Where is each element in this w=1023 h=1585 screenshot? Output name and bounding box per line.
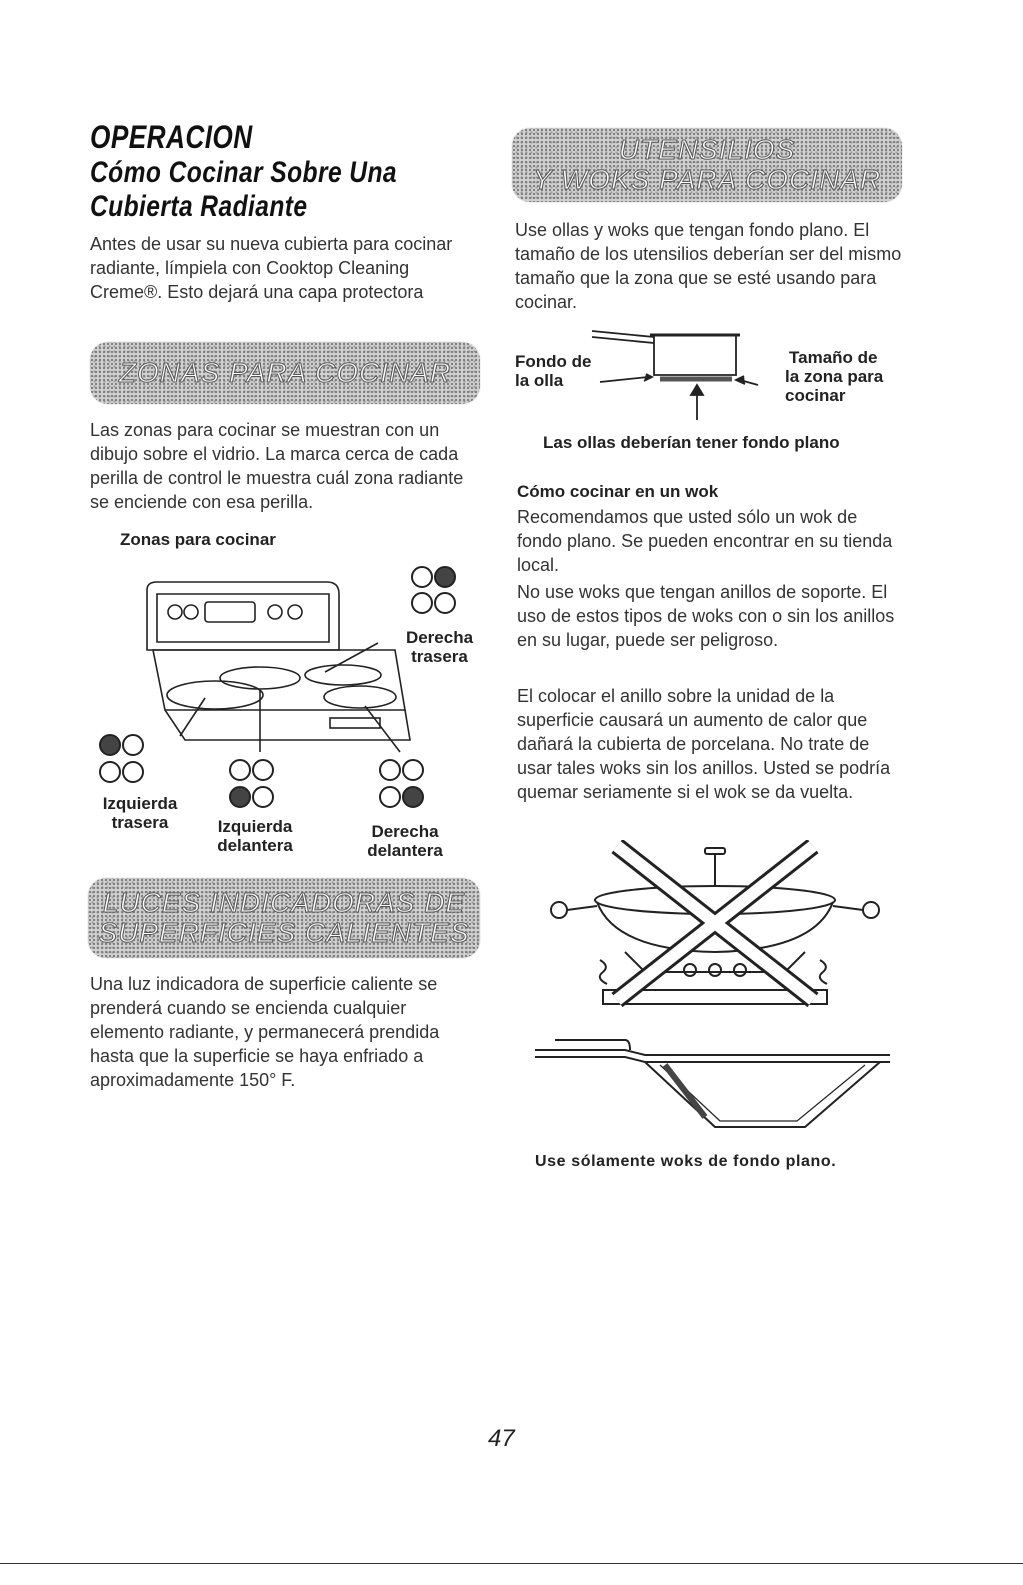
bottom-rule <box>0 1563 1023 1564</box>
label-right-front-line-1: Derecha <box>371 822 439 841</box>
hot-surface-banner-line-1: LUCES INDICADORAS DE <box>102 887 466 918</box>
pot-label-bottom-line-2: la olla <box>515 371 564 390</box>
knob-marker-left-rear <box>95 730 155 788</box>
label-left-front-line-1: Izquierda <box>217 817 293 836</box>
zones-caption: Zonas para cocinar <box>120 530 276 549</box>
page-number: 47 <box>488 1425 515 1452</box>
intro-paragraph: Antes de usar su nueva cubierta para cocinar radiante, límpiela con Cooktop Cleaning Creme®. Esto dejará una capa protectora <box>90 234 453 302</box>
pot-illustration <box>590 325 770 420</box>
pot-label-zone-line-3: cocinar <box>785 386 846 405</box>
knob-marker-right-rear <box>405 563 465 619</box>
label-left-rear-line-1: Izquierda <box>102 794 178 813</box>
hot-surface-paragraph: Una luz indicadora de superficie caliente se prenderá cuando se encienda cualquier elemento radiante, y permanecerá prendida hasta que la superficie se haya enfriado a aproximadamente 150° F. <box>90 974 440 1090</box>
hot-surface-banner-line-2: SUPERFICIES CALIENTES <box>98 917 470 948</box>
pot-label-bottom <box>515 352 591 390</box>
label-right-rear <box>392 628 487 666</box>
wok-caption: Use sólamente woks de fondo plano. <box>535 1153 837 1170</box>
label-right-front <box>350 822 460 860</box>
utensils-paragraph: Use ollas y woks que tengan fondo plano. El tamaño de los utensilios deberían ser del mismo tamaño que la zona que se esté usando para cocinar. <box>515 220 902 312</box>
label-left-front-line-2: delantera <box>217 836 293 855</box>
pot-label-zone-line-2: la zona para <box>785 367 884 386</box>
wok-paragraph-1: Recomendamos que usted sólo un wok de fondo plano. Se pueden encontrar en su tienda local. <box>517 507 893 575</box>
pot-label-bottom-line-1: Fondo de <box>515 352 592 371</box>
zones-paragraph: Las zonas para cocinar se muestran con un dibujo sobre el vidrio. La marca cerca de cada perilla de control le muestra cuál zona radiante se enciende con esa perilla. <box>90 420 464 512</box>
label-left-rear-line-2: trasera <box>111 813 169 832</box>
knob-marker-left-front <box>225 755 285 813</box>
zones-banner-text: ZONAS PARA COCINAR <box>118 357 452 388</box>
hot-surface-banner <box>88 878 480 958</box>
wok-paragraph-3: El colocar el anillo sobre la unidad de la superficie causará un aumento de calor que dañará la cubierta de porcelana. No trate de usar tales woks sin los anillos. Usted se podría quemar seriamente si el wok se da vuelta. <box>517 686 891 802</box>
knob-marker-right-front <box>375 755 435 813</box>
label-left-front <box>200 817 310 855</box>
pot-label-zone-line-1: Tamaño de <box>789 348 878 367</box>
label-right-front-line-2: delantera <box>367 841 443 860</box>
flat-bottom-wok-illustration <box>535 1035 895 1135</box>
wok-heading: Cómo cocinar en un wok <box>517 482 719 501</box>
label-right-rear-line-2: trasera <box>411 647 468 666</box>
pot-label-zone-size <box>785 348 883 405</box>
label-right-rear-line-1: Derecha <box>405 628 474 647</box>
wok-with-ring-crossed-illustration <box>545 840 885 1010</box>
wok-paragraph-2: No use woks que tengan anillos de soporte. El uso de estos tipos de woks con o sin los anillos en su lugar, puede ser peligroso. <box>517 582 895 650</box>
page-title-line-2: Cubierta Radiante <box>90 190 308 223</box>
utensils-banner-line-2: Y WOKS PARA COCINAR <box>532 164 882 195</box>
label-left-rear <box>85 794 195 832</box>
page-title-line-1: Cómo Cocinar Sobre Una <box>90 156 398 189</box>
pot-caption: Las ollas deberían tener fondo plano <box>543 433 840 452</box>
zones-banner <box>90 342 480 404</box>
utensils-banner-line-1: UTENSILIOS <box>618 134 796 165</box>
utensils-banner <box>512 128 902 202</box>
section-heading: OPERACION <box>90 119 253 155</box>
